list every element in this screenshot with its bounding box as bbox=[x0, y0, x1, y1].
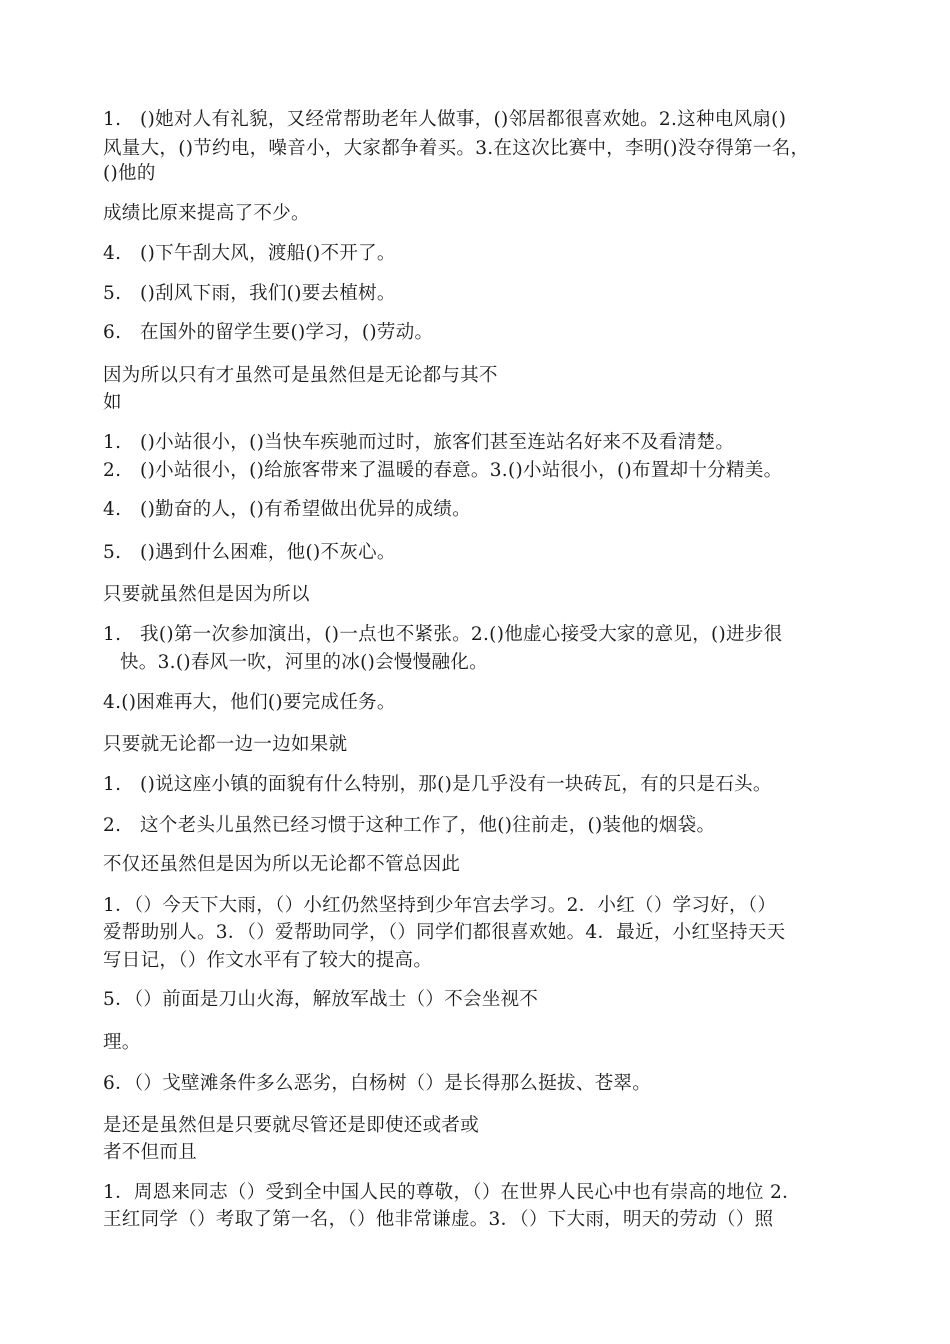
text-line: 4. ()勤奋的人，()有希望做出优异的成绩。 bbox=[103, 499, 471, 520]
word-bank: 如 bbox=[103, 392, 122, 413]
text-line: 2. 这个老头儿虽然已经习惯于这种工作了，他()往前走，()装他的烟袋。 bbox=[103, 815, 716, 836]
text-line: 成绩比原来提高了不少。 bbox=[103, 203, 310, 224]
text-line: 2. ()小站很小，()给旅客带来了温暖的春意。3.()小站很小，()布置却十分精美。 bbox=[103, 460, 783, 481]
text-line: 1．周恩来同志（）受到全中国人民的尊敬，（）在世界人民心中也有崇高的地位 2． bbox=[103, 1182, 801, 1203]
text-line: 4. ()下午刮大风，渡船()不开了。 bbox=[103, 243, 396, 264]
word-bank: 因为所以只有才虽然可是虽然但是无论都与其不 bbox=[103, 365, 498, 386]
text-line: 1. ()说这座小镇的面貌有什么特别，那()是几乎没有一块砖瓦，有的只是石头。 bbox=[103, 774, 772, 795]
text-line: 理。 bbox=[103, 1032, 141, 1053]
word-bank: 者不但而且 bbox=[103, 1142, 198, 1163]
text-line: ()他的 bbox=[103, 163, 156, 184]
text-line: 写日记，（）作文水平有了较大的提高。 bbox=[103, 950, 433, 971]
text-line: 4.()困难再大，他们()要完成任务。 bbox=[103, 692, 396, 713]
text-line: 6．（）戈壁滩条件多么恶劣，白杨树（）是长得那么挺拔、苍翠。 bbox=[103, 1073, 652, 1094]
word-bank: 不仅还虽然但是因为所以无论都不管总因此 bbox=[103, 854, 461, 875]
text-line: 1. ()她对人有礼貌，又经常帮助老年人做事，()邻居都很喜欢她。2.这种电风扇() bbox=[103, 109, 787, 130]
text-line: 5. ()遇到什么困难，他()不灰心。 bbox=[103, 542, 396, 563]
word-bank: 只要就虽然但是因为所以 bbox=[103, 584, 310, 605]
text-line: 王红同学（）考取了第一名，（）他非常谦虚。3．（）下大雨，明天的劳动（）照 bbox=[103, 1209, 774, 1230]
text-line: 爱帮助别人。3．（）爱帮助同学，（）同学们都很喜欢她。4．最近，小红坚持天天 bbox=[103, 922, 786, 943]
text-line: 1. 我()第一次参加演出，()一点也不紧张。2.()他虚心接受大家的意见，()进步很 bbox=[103, 624, 783, 645]
text-line: 风量大，()节约电，噪音小，大家都争着买。3.在这次比赛中，李明()没夺得第一名， bbox=[103, 138, 810, 159]
text-line: 5．（）前面是刀山火海，解放军战士（）不会坐视不 bbox=[103, 989, 539, 1010]
text-line: 1. ()小站很小，()当快车疾驰而过时，旅客们甚至连站名好来不及看清楚。 bbox=[103, 432, 735, 453]
text-line: 6. 在国外的留学生要()学习，()劳动。 bbox=[103, 322, 434, 343]
word-bank: 只要就无论都一边一边如果就 bbox=[103, 734, 348, 755]
text-line: 快。3.()春风一吹，河里的冰()会慢慢融化。 bbox=[120, 652, 488, 673]
text-line: 5. ()刮风下雨，我们()要去植树。 bbox=[103, 283, 396, 304]
text-line: 1．（）今天下大雨，（）小红仍然坚持到少年宫去学习。2．小红（）学习好，（） bbox=[103, 895, 777, 916]
word-bank: 是还是虽然但是只要就尽管还是即使还或者或 bbox=[103, 1115, 480, 1136]
